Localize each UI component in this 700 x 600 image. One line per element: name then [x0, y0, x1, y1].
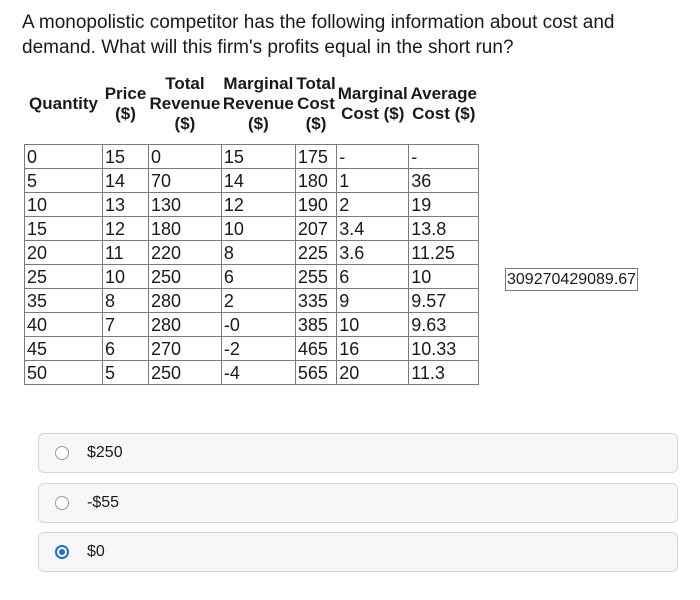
- table-cell: -2: [221, 337, 295, 361]
- table-cell: 5: [25, 169, 103, 193]
- table-cell: 35: [25, 289, 103, 313]
- table-row: [25, 217, 479, 241]
- table-cell: 40: [25, 313, 103, 337]
- table-cell: 9: [337, 289, 409, 313]
- table-cell: 10: [337, 313, 409, 337]
- table-cell: 10: [25, 193, 103, 217]
- header-average-cost: Average Cost ($): [410, 84, 477, 123]
- table-cell: 9.57: [409, 289, 479, 313]
- option-label: $0: [87, 543, 105, 560]
- table-body: [25, 145, 479, 385]
- table-cell: 8: [221, 241, 295, 265]
- table-cell: 14: [103, 169, 149, 193]
- table-cell: 16: [337, 337, 409, 361]
- table-cell: -4: [221, 361, 295, 385]
- stray-cell: 290: [569, 271, 597, 288]
- table-row: [25, 193, 479, 217]
- table-cell: 20: [337, 361, 409, 385]
- table-cell: 15: [25, 217, 103, 241]
- table-cell: 7: [103, 313, 149, 337]
- table-cell: 250: [149, 361, 222, 385]
- cost-demand-table: [24, 64, 479, 385]
- table-row: [25, 169, 479, 193]
- table-row: [25, 361, 479, 385]
- stray-cell: 8: [596, 271, 605, 288]
- stray-cell: 270: [533, 271, 561, 288]
- table-cell: 8: [103, 289, 149, 313]
- table-cell: 220: [149, 241, 222, 265]
- table-cell: 130: [149, 193, 222, 217]
- table-cell: 20: [25, 241, 103, 265]
- table-cell: 280: [149, 313, 222, 337]
- table-cell: 2: [337, 193, 409, 217]
- answer-option-250[interactable]: [38, 433, 678, 473]
- table-cell: 2: [221, 289, 295, 313]
- table-cell: 10.33: [409, 337, 479, 361]
- table-cell: 0: [25, 145, 103, 169]
- table-cell: 465: [295, 337, 336, 361]
- radio-button[interactable]: [55, 545, 69, 559]
- table-cell: 3.4: [337, 217, 409, 241]
- table-cell: 6: [221, 265, 295, 289]
- table-row: [25, 145, 479, 169]
- table-cell: 335: [295, 289, 336, 313]
- table-cell: 190: [295, 193, 336, 217]
- table-cell: 10: [103, 265, 149, 289]
- table-cell: 10: [221, 217, 295, 241]
- table-header-row: [25, 64, 479, 145]
- table-cell: 250: [149, 265, 222, 289]
- table-cell: 9.63: [409, 313, 479, 337]
- answer-option-0[interactable]: [38, 532, 678, 572]
- table-row: [25, 313, 479, 337]
- table-cell: 36: [409, 169, 479, 193]
- table-cell: 565: [295, 361, 336, 385]
- stray-cell-row: [505, 268, 638, 291]
- table-row: [25, 241, 479, 265]
- table-cell: 11: [103, 241, 149, 265]
- table-cell: 45: [25, 337, 103, 361]
- table-cell: 280: [149, 289, 222, 313]
- question-text: A monopolistic competitor has the following information about cost and demand. What will this firm's profits equal in the short run?: [22, 12, 615, 58]
- table-cell: -0: [221, 313, 295, 337]
- header-price: Price ($): [104, 84, 147, 123]
- table-cell: 3.6: [337, 241, 409, 265]
- table-cell: -: [409, 145, 479, 169]
- table-cell: 10: [409, 265, 479, 289]
- table-cell: 12: [103, 217, 149, 241]
- stray-cell: 30: [507, 271, 525, 288]
- table-cell: 5: [103, 361, 149, 385]
- stray-cell: 9: [524, 271, 534, 288]
- table-cell: 14: [221, 169, 295, 193]
- option-label: -$55: [87, 494, 120, 511]
- table-cell: 180: [149, 217, 222, 241]
- header-marginal-cost: Marginal Cost ($): [337, 84, 408, 123]
- table-cell: -: [337, 145, 409, 169]
- table-cell: 19: [409, 193, 479, 217]
- table-cell: 0: [149, 145, 222, 169]
- table-cell: 1: [337, 169, 409, 193]
- table-cell: 270: [149, 337, 222, 361]
- radio-button[interactable]: [55, 496, 69, 510]
- table-cell: 15: [103, 145, 149, 169]
- table-row: [25, 289, 479, 313]
- table-cell: 25: [25, 265, 103, 289]
- table-row: [25, 265, 479, 289]
- table-cell: 11.3: [409, 361, 479, 385]
- header-total-revenue: Total Revenue ($): [149, 74, 221, 133]
- table-cell: 6: [103, 337, 149, 361]
- header-total-cost: Total Cost ($): [296, 74, 336, 133]
- table-row: [25, 337, 479, 361]
- table-cell: 12: [221, 193, 295, 217]
- radio-button[interactable]: [55, 446, 69, 460]
- table-cell: 15: [221, 145, 295, 169]
- option-label: $250: [87, 444, 123, 461]
- answer-option-neg55[interactable]: [38, 483, 678, 523]
- table-cell: 207: [295, 217, 336, 241]
- table-cell: 70: [149, 169, 222, 193]
- table-cell: 385: [295, 313, 336, 337]
- header-quantity: Quantity: [29, 94, 98, 113]
- table-cell: 50: [25, 361, 103, 385]
- table-cell: 255: [295, 265, 336, 289]
- stray-cell: 9.67: [604, 271, 637, 288]
- table-cell: 180: [295, 169, 336, 193]
- header-marginal-revenue: Marginal Revenue ($): [222, 74, 294, 133]
- table-cell: 11.25: [409, 241, 479, 265]
- table-cell: 13: [103, 193, 149, 217]
- table-cell: 6: [337, 265, 409, 289]
- table-cell: 13.8: [409, 217, 479, 241]
- table-cell: 175: [295, 145, 336, 169]
- table-cell: 225: [295, 241, 336, 265]
- stray-cell: 4: [560, 271, 570, 288]
